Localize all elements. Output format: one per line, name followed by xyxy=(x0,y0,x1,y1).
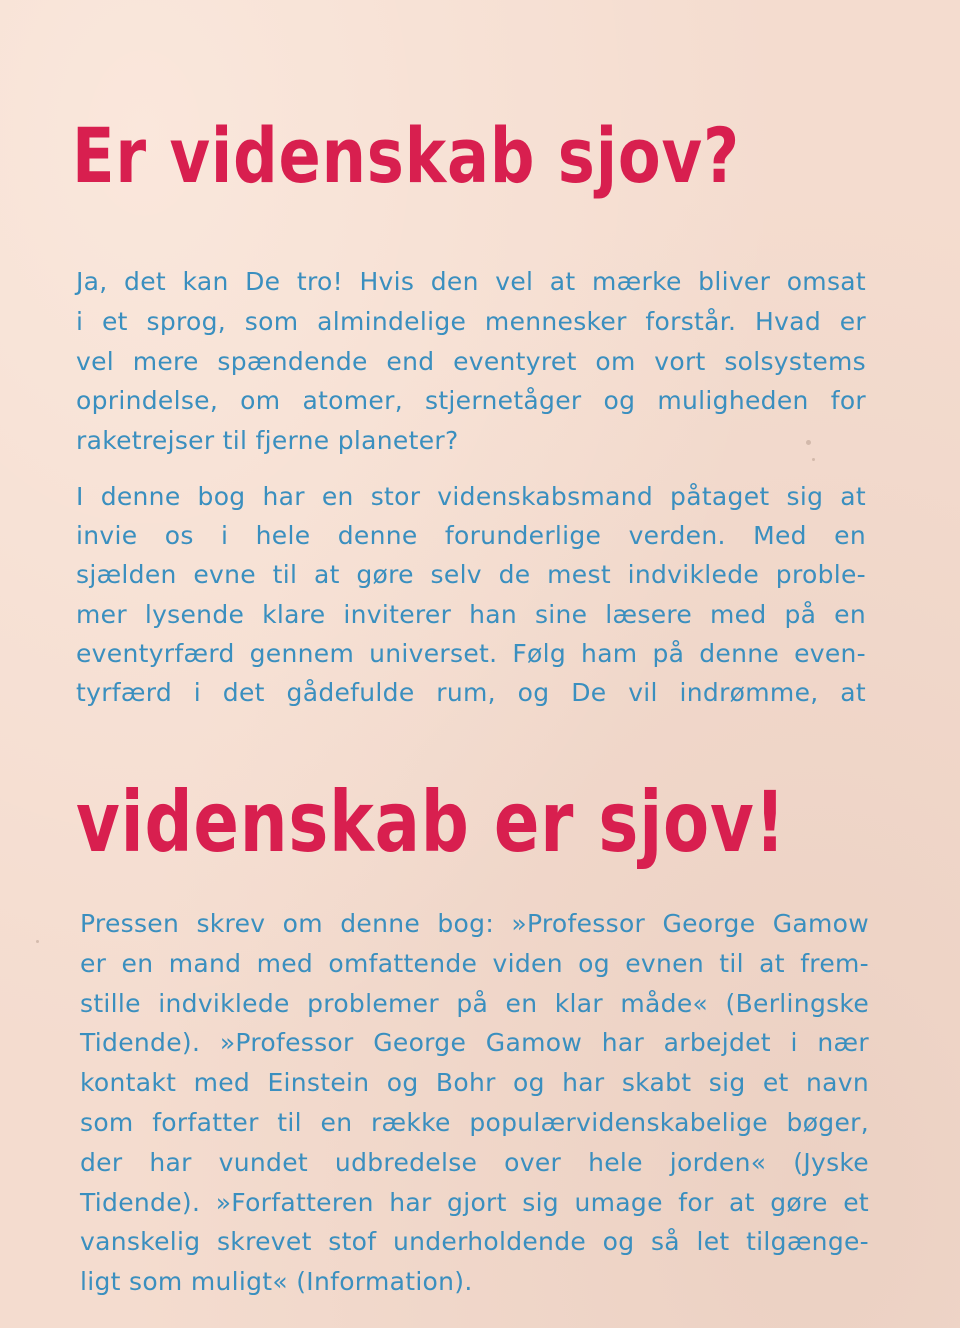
description-line: sjælden evne til at gøre selv de mest indviklede proble- xyxy=(76,560,866,590)
intro-line: Ja, det kan De tro! Hvis den vel at mærke bliver omsat xyxy=(76,267,866,296)
press-line: kontakt med Einstein og Bohr og har skabt sig et navn xyxy=(80,1068,869,1098)
description-line: invie os i hele denne forunderlige verden. Med en xyxy=(76,521,866,551)
press-line: Pressen skrev om denne bog: »Professor George Gamow xyxy=(80,909,869,938)
paper-speck xyxy=(806,440,811,445)
intro-line: vel mere spændende end eventyret om vort solsystems xyxy=(76,346,866,376)
intro-line: i et sprog, som almindelige mennesker forstår. Hvad er xyxy=(76,306,866,336)
description-line: eventyrfærd gennem universet. Følg ham på denne even- xyxy=(76,638,866,668)
press-line: er en mand med omfattende viden og evnen til at frem- xyxy=(80,948,869,978)
press-line: Tidende). »Forfatteren har gjort sig umage for at gøre et xyxy=(80,1187,869,1217)
paper-speck xyxy=(36,940,39,943)
intro-line: raketrejser til fjerne planeter? xyxy=(76,426,459,456)
headline-question: Er videnskab sjov? xyxy=(72,111,740,200)
press-line: ligt som muligt« (Information). xyxy=(80,1267,473,1297)
press-line: som forfatter til en række populærvidenskabelige bøger, xyxy=(80,1107,869,1137)
description-line: mer lysende klare inviterer han sine læsere med på en xyxy=(76,599,866,629)
intro-paragraph xyxy=(76,262,866,461)
press-line: stille indviklede problemer på en klar måde« (Berlingske xyxy=(80,988,869,1018)
press-line: Tidende). »Professor George Gamow har arbejdet i nær xyxy=(80,1028,869,1058)
paper-speck xyxy=(812,458,815,461)
description-paragraph xyxy=(76,477,866,712)
press-line: vanskelig skrevet stof underholdende og så let tilgænge- xyxy=(80,1227,869,1257)
description-line: I denne bog har en stor videnskabsmand påtaget sig at xyxy=(76,482,866,511)
press-line: der har vundet udbredelse over hele jorden« (Jyske xyxy=(80,1147,869,1177)
intro-line: oprindelse, om atomer, stjernetåger og muligheden for xyxy=(76,386,866,416)
press-quotes-paragraph xyxy=(80,904,869,1302)
description-line: tyrfærd i det gådefulde rum, og De vil indrømme, at xyxy=(76,678,866,708)
headline-answer: videnskab er sjov! xyxy=(76,773,787,871)
